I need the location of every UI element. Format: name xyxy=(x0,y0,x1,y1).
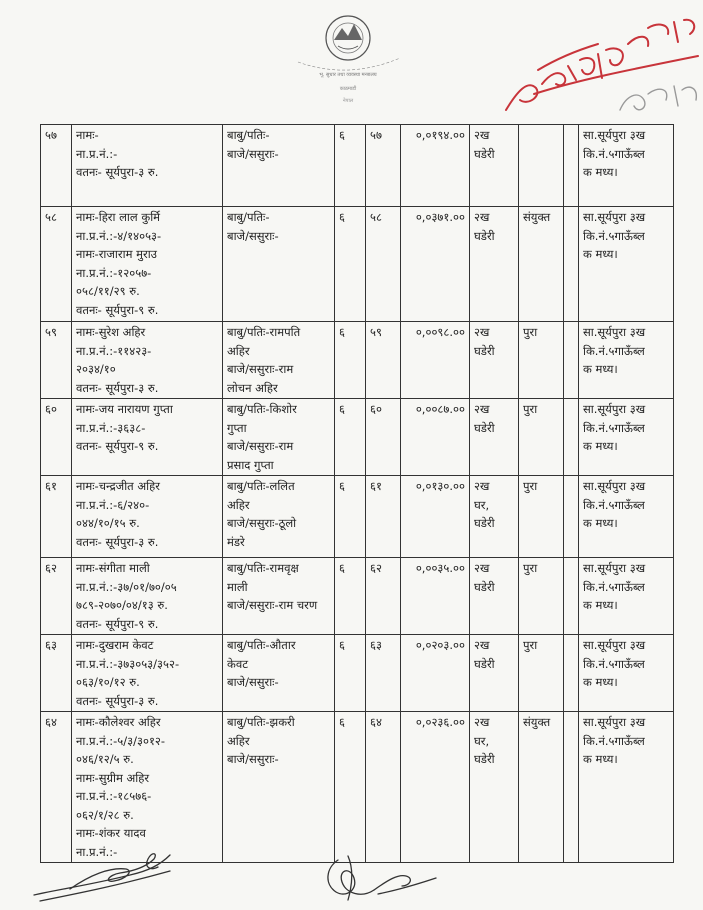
serial-number-cell: ५८ xyxy=(41,207,72,322)
plot-number-cell: ६० xyxy=(366,399,401,476)
boundary-cell xyxy=(579,399,674,476)
cell-line: ०५८/११/२९ रु. xyxy=(76,284,140,298)
area-cell: ०,०१३०.०० xyxy=(401,476,470,558)
signature-middle xyxy=(318,850,438,905)
table-row xyxy=(41,322,674,399)
ownership-cell: संयुक्त xyxy=(519,712,564,863)
cell-line: ना.प्र.नं.:-१२०५७- xyxy=(76,265,152,280)
relation-details-cell xyxy=(223,322,335,399)
cell-line: घर, xyxy=(474,497,490,512)
owner-details-cell xyxy=(72,322,223,399)
ownership-cell: पुरा xyxy=(519,635,564,712)
cell-line: २ख xyxy=(474,715,490,729)
svg-text:नेपाल: नेपाल xyxy=(342,98,354,104)
cell-line: ना.प्र.नं.:-४/१४०५३- xyxy=(76,228,162,243)
cell-line: ना.प्र.नं.:-३६३८- xyxy=(76,420,146,435)
cell-line: ना.प्र.नं.:- xyxy=(76,146,118,161)
cell-line: २ख xyxy=(474,210,490,224)
cell-line: बाबु/पतिः-औतार xyxy=(227,638,296,652)
boundary-cell xyxy=(579,125,674,207)
cell-line: अहिर xyxy=(227,733,250,748)
plot-number-cell: ६२ xyxy=(366,558,401,635)
cell-line: क मध्य। xyxy=(583,247,618,261)
cell-line: लोचन अहिर xyxy=(227,380,278,395)
land-type-cell xyxy=(470,399,519,476)
boundary-cell xyxy=(579,207,674,322)
cell-line: घर, xyxy=(474,733,490,748)
land-type-cell xyxy=(470,476,519,558)
signature-left xyxy=(30,845,180,905)
cell-line: क मध्य। xyxy=(583,362,618,376)
owner-details-cell xyxy=(72,712,223,863)
cell-line: बाबु/पतिः-किशोर xyxy=(227,402,297,416)
cell-line: सा.सूर्यपुरा ३ख xyxy=(583,715,646,729)
owner-details-cell xyxy=(72,207,223,322)
cell-line: ना.प्र.नं.:-११४२३- xyxy=(76,343,152,358)
cell-line: क मध्य। xyxy=(583,752,618,766)
cell-line: वतनः- सूर्यपुरा-३ रु. xyxy=(76,693,159,708)
cell-line: घडेरी xyxy=(474,343,495,358)
serial-number-cell: ६० xyxy=(41,399,72,476)
plot-number-cell: ५८ xyxy=(366,207,401,322)
land-record-rows xyxy=(41,125,674,863)
table-row xyxy=(41,125,674,207)
cell-line: क मध्य। xyxy=(583,675,618,689)
cell-line: बाबु/पतिः-रामवृक्ष xyxy=(227,561,299,575)
table-row xyxy=(41,558,674,635)
cell-line: वतनः- सूर्यपुरा-३ रु. xyxy=(76,380,159,395)
cell-line: बाजे/ससुराः-राम xyxy=(227,439,294,453)
cell-line: सा.सूर्यपुरा ३ख xyxy=(583,479,646,493)
svg-text:भू. सुधार तथा व्यवस्था मन्त्रा: भू. सुधार तथा व्यवस्था मन्त्रालय xyxy=(319,72,377,78)
cell-line: नामः-जय नारायण गुप्ता xyxy=(76,402,173,416)
cell-line: घडेरी xyxy=(474,420,495,435)
land-type-cell xyxy=(470,322,519,399)
ownership-cell: पुरा xyxy=(519,322,564,399)
cell-line: बाजे/ससुराः- xyxy=(227,752,279,766)
area-cell: ०,०२३६.०० xyxy=(401,712,470,863)
cell-line: बाजे/ससुराः- xyxy=(227,675,279,689)
ownership-cell: पुरा xyxy=(519,476,564,558)
cell-line: कि.नं.५गाऊँब्ल xyxy=(583,228,645,243)
cell-line: बाजे/ससुराः-राम चरण xyxy=(227,598,318,612)
land-type-cell xyxy=(470,558,519,635)
relation-details-cell xyxy=(223,207,335,322)
cell-line: कि.नं.५गाऊँब्ल xyxy=(583,497,645,512)
cell-line: बाबु/पतिः-झकरी xyxy=(227,715,295,729)
cell-line: घडेरी xyxy=(474,228,495,243)
cell-line: ७८९-२०७०/०४/१३ रु. xyxy=(76,598,168,612)
owner-details-cell xyxy=(72,635,223,712)
cell-line: २ख xyxy=(474,325,490,339)
cell-line: नामः-कौलेश्वर अहिर xyxy=(76,715,161,729)
cell-line: ०४४/१०/१५ रु. xyxy=(76,516,140,530)
land-record-table xyxy=(40,124,674,863)
blank-cell xyxy=(564,558,579,635)
cell-line: माली xyxy=(227,579,248,594)
relation-details-cell xyxy=(223,125,335,207)
blank-cell xyxy=(564,476,579,558)
cell-line: कि.नं.५गाऊँब्ल xyxy=(583,656,645,671)
blank-cell xyxy=(564,635,579,712)
cell-line: घडेरी xyxy=(474,752,495,766)
cell-line: ना.प्र.नं.:-६/२४०- xyxy=(76,497,150,512)
land-type-cell xyxy=(470,635,519,712)
cell-line: क मध्य। xyxy=(583,439,618,453)
cell-line: बाजे/ससुराः- xyxy=(227,228,279,243)
cell-line: घडेरी xyxy=(474,579,495,594)
cell-line: नामः-सुरेश अहिर xyxy=(76,325,146,339)
cell-line: बाजे/ससुराः-राम xyxy=(227,362,294,376)
cell-line: नामः-संगीता माली xyxy=(76,561,150,575)
cell-line: २ख xyxy=(474,561,490,575)
cell-line: वतनः- सूर्यपुरा-३ रु. xyxy=(76,534,159,549)
serial-number-cell: ६४ xyxy=(41,712,72,863)
cell-line: नामः-चन्द्रजीत अहिर xyxy=(76,479,160,493)
cell-line: सा.सूर्यपुरा ३ख xyxy=(583,561,646,575)
table-row xyxy=(41,399,674,476)
cell-line: सा.सूर्यपुरा ३ख xyxy=(583,128,646,142)
blank-cell xyxy=(564,399,579,476)
cell-line: कि.नं.५गाऊँब्ल xyxy=(583,146,645,161)
ward-number-cell: ६ xyxy=(335,635,366,712)
cell-line: बाबु/पतिः- xyxy=(227,210,270,224)
blank-cell xyxy=(564,125,579,207)
owner-details-cell xyxy=(72,476,223,558)
relation-details-cell xyxy=(223,476,335,558)
cell-line: वतनः- सूर्यपुरा-९ रु. xyxy=(76,439,159,453)
cell-line: नामः-दुखराम केवट xyxy=(76,638,154,652)
owner-details-cell xyxy=(72,399,223,476)
serial-number-cell: ५९ xyxy=(41,322,72,399)
boundary-cell xyxy=(579,712,674,863)
area-cell: ०,००८७.०० xyxy=(401,399,470,476)
ward-number-cell: ६ xyxy=(335,125,366,207)
relation-details-cell xyxy=(223,635,335,712)
cell-line: कि.नं.५गाऊँब्ल xyxy=(583,733,645,748)
cell-line: कि.नं.५गाऊँब्ल xyxy=(583,579,645,594)
cell-line: प्रसाद गुप्ता xyxy=(227,457,274,472)
owner-details-cell xyxy=(72,558,223,635)
cell-line: बाबु/पतिः- xyxy=(227,128,270,142)
cell-line: २ख xyxy=(474,402,490,416)
cell-line: घडेरी xyxy=(474,146,495,161)
table-row xyxy=(41,712,674,863)
serial-number-cell: ६३ xyxy=(41,635,72,712)
cell-line: ना.प्र.नं.:-३७३०५३/३५२- xyxy=(76,656,180,671)
relation-details-cell xyxy=(223,399,335,476)
cell-line: ०६३/१०/१२ रु. xyxy=(76,675,140,689)
cell-line: बाबु/पतिः-रामपति xyxy=(227,325,301,339)
area-cell: ०,००९८.०० xyxy=(401,322,470,399)
ownership-cell xyxy=(519,125,564,207)
plot-number-cell: ६१ xyxy=(366,476,401,558)
land-type-cell xyxy=(470,712,519,863)
table-row xyxy=(41,476,674,558)
cell-line: वतनः- सूर्यपुरा-९ रु. xyxy=(76,302,159,317)
table-row xyxy=(41,635,674,712)
serial-number-cell: ५७ xyxy=(41,125,72,207)
relation-details-cell xyxy=(223,712,335,863)
ownership-cell: पुरा xyxy=(519,558,564,635)
svg-text:काठमाडौं: काठमाडौं xyxy=(339,86,357,92)
boundary-cell xyxy=(579,635,674,712)
cell-line: २ख xyxy=(474,128,490,142)
ward-number-cell: ६ xyxy=(335,476,366,558)
cell-line: अहिर xyxy=(227,343,250,358)
cell-line: मंडरे xyxy=(227,534,245,549)
cell-line: नामः-राजाराम मुराउ xyxy=(76,247,157,261)
boundary-cell xyxy=(579,558,674,635)
blank-cell xyxy=(564,712,579,863)
cell-line: ना.प्र.नं.:-१८५७६- xyxy=(76,789,152,803)
cell-line: ना.प्र.नं.:-५/३/३०१२- xyxy=(76,733,166,748)
cell-line: नामः- xyxy=(76,128,99,142)
cell-line: ०४६/१२/५ रु. xyxy=(76,752,134,766)
serial-number-cell: ६१ xyxy=(41,476,72,558)
cell-line: बाबु/पतिः-ललित xyxy=(227,479,295,493)
cell-line: सा.सूर्यपुरा ३ख xyxy=(583,325,646,339)
ward-number-cell: ६ xyxy=(335,207,366,322)
plot-number-cell: ६४ xyxy=(366,712,401,863)
handwritten-date-note xyxy=(498,10,703,120)
cell-line: २ख xyxy=(474,638,490,652)
ward-number-cell: ६ xyxy=(335,712,366,863)
owner-details-cell xyxy=(72,125,223,207)
land-type-cell xyxy=(470,125,519,207)
cell-line: कि.नं.५गाऊँब्ल xyxy=(583,420,645,435)
cell-line: २०३४/१० xyxy=(76,362,116,376)
cell-line: अहिर xyxy=(227,497,250,512)
cell-line: नामः-शंकर यादव xyxy=(76,826,146,840)
cell-line: घडेरी xyxy=(474,516,495,530)
boundary-cell xyxy=(579,322,674,399)
blank-cell xyxy=(564,322,579,399)
cell-line: क मध्य। xyxy=(583,516,618,530)
government-seal xyxy=(288,10,408,110)
area-cell: ०,०३७१.०० xyxy=(401,207,470,322)
area-cell: ०,०२०३.०० xyxy=(401,635,470,712)
cell-line: कि.नं.५गाऊँब्ल xyxy=(583,343,645,358)
ward-number-cell: ६ xyxy=(335,322,366,399)
cell-line: नामः-हिरा लाल कुर्मि xyxy=(76,210,161,224)
cell-line: क मध्य। xyxy=(583,165,618,179)
ward-number-cell: ६ xyxy=(335,399,366,476)
cell-line: ना.प्र.नं.:-३७/०१/७०/०५ xyxy=(76,579,177,594)
serial-number-cell: ६२ xyxy=(41,558,72,635)
table-row xyxy=(41,207,674,322)
cell-line: सा.सूर्यपुरा ३ख xyxy=(583,638,646,652)
plot-number-cell: ५७ xyxy=(366,125,401,207)
cell-line: २ख xyxy=(474,479,490,493)
area-cell: ०,०१९४.०० xyxy=(401,125,470,207)
cell-line: ०६२/१/२८ रु. xyxy=(76,807,134,822)
relation-details-cell xyxy=(223,558,335,635)
plot-number-cell: ५९ xyxy=(366,322,401,399)
cell-line: बाजे/ससुराः-ठूलो xyxy=(227,516,297,530)
area-cell: ०,००३५.०० xyxy=(401,558,470,635)
cell-line: सा.सूर्यपुरा ३ख xyxy=(583,210,646,224)
ownership-cell: संयुक्त xyxy=(519,207,564,322)
cell-line: केवट xyxy=(227,656,249,671)
cell-line: क मध्य। xyxy=(583,598,618,612)
land-type-cell xyxy=(470,207,519,322)
boundary-cell xyxy=(579,476,674,558)
cell-line: सा.सूर्यपुरा ३ख xyxy=(583,402,646,416)
cell-line: घडेरी xyxy=(474,656,495,671)
cell-line: बाजे/ससुराः- xyxy=(227,146,279,161)
cell-line: वतनः- सूर्यपुरा-९ रु. xyxy=(76,616,159,631)
plot-number-cell: ६३ xyxy=(366,635,401,712)
cell-line: नामः-सुग्रीम अहिर xyxy=(76,770,150,785)
ward-number-cell: ६ xyxy=(335,558,366,635)
cell-line: गुप्ता xyxy=(227,420,247,435)
cell-line: वतनः- सूर्यपुरा-३ रु. xyxy=(76,165,159,179)
cell-line: ना.प्र.नं.:- xyxy=(76,844,118,859)
blank-cell xyxy=(564,207,579,322)
ownership-cell: पुरा xyxy=(519,399,564,476)
